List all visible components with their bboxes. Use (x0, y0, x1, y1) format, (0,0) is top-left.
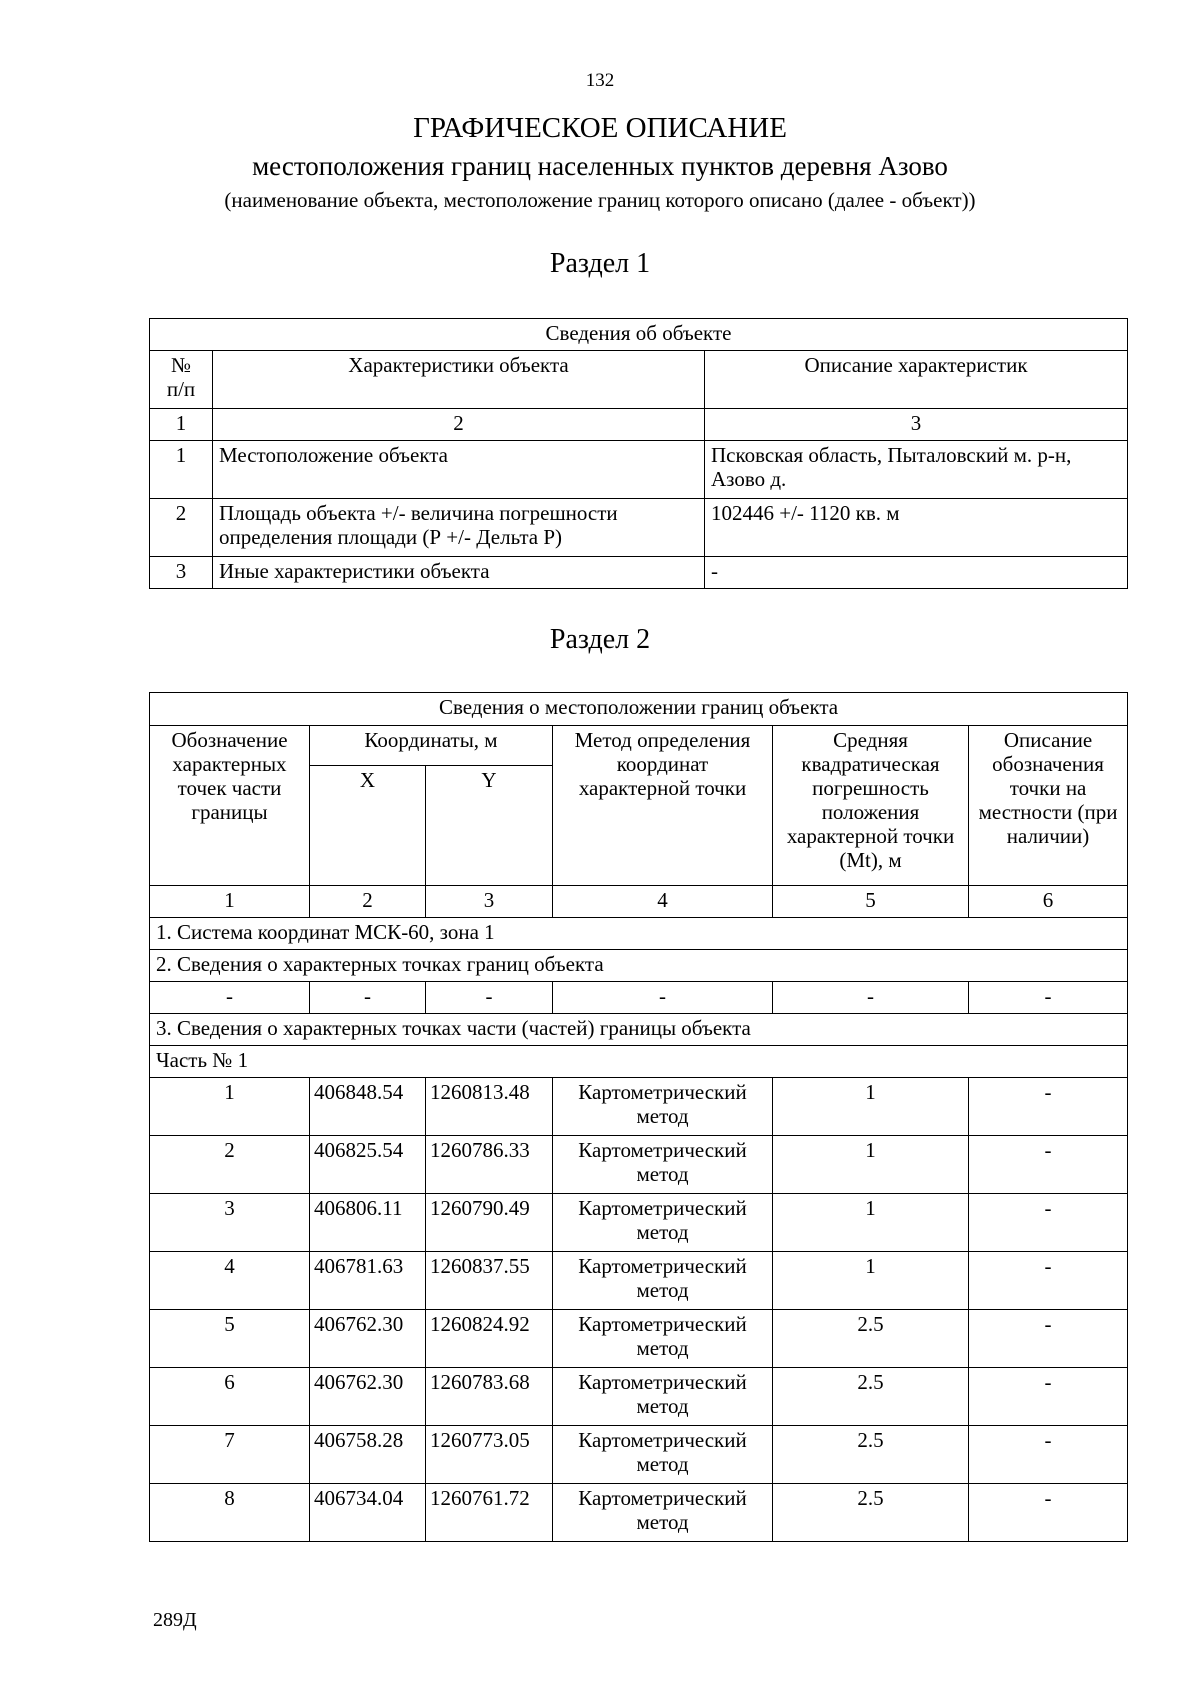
table-row (150, 1252, 1128, 1310)
point-number: 5 (150, 1310, 310, 1368)
row-number: 1 (150, 441, 213, 499)
point-error: 2.5 (773, 1310, 969, 1368)
row-characteristic: Иные характеристики объекта (213, 557, 705, 589)
empty-cell: - (553, 982, 773, 1014)
col-number: 1 (150, 409, 213, 441)
col-number: 2 (310, 886, 426, 918)
point-method: Картометрический метод (553, 1484, 773, 1542)
row-value: - (705, 557, 1128, 589)
point-y: 1260786.33 (426, 1136, 553, 1194)
boundary-location-table (149, 692, 1128, 1542)
point-x: 406758.28 (310, 1426, 426, 1484)
point-error: 2.5 (773, 1368, 969, 1426)
point-number: 4 (150, 1252, 310, 1310)
point-x: 406734.04 (310, 1484, 426, 1542)
point-number: 7 (150, 1426, 310, 1484)
object-info-table-title: Сведения об объекте (150, 319, 1128, 351)
document-subtitle: местоположения границ населенных пунктов деревня Азово (252, 151, 948, 181)
point-error: 2.5 (773, 1484, 969, 1542)
point-x: 406825.54 (310, 1136, 426, 1194)
footer-code: 289Д (153, 1609, 197, 1631)
points-list (150, 1078, 1128, 1542)
point-description: - (969, 1252, 1128, 1310)
point-method: Картометрический метод (553, 1078, 773, 1136)
coord-system-row: 1. Система координат МСК-60, зона 1 (150, 918, 1128, 950)
empty-cell: - (310, 982, 426, 1014)
point-error: 1 (773, 1078, 969, 1136)
col-header-description: Описание характеристик (705, 351, 1128, 409)
point-method: Картометрический метод (553, 1194, 773, 1252)
boundary-table-title: Сведения о местоположении границ объекта (150, 693, 1128, 726)
point-y: 1260837.55 (426, 1252, 553, 1310)
row-characteristic: Местоположение объекта (213, 441, 705, 499)
row-number: 3 (150, 557, 213, 589)
row-value: 102446 +/- 1120 кв. м (705, 499, 1128, 557)
col-number: 3 (705, 409, 1128, 441)
header-point-designation: Обозначение характерных точек части границы (150, 726, 310, 886)
table-row (150, 1426, 1128, 1484)
document-title: ГРАФИЧЕСКОЕ ОПИСАНИЕ (413, 112, 787, 144)
point-error: 1 (773, 1194, 969, 1252)
point-x: 406762.30 (310, 1310, 426, 1368)
table-row (150, 557, 1128, 589)
row-value: Псковская область, Пыталовский м. р-н, Азово д. (705, 441, 1128, 499)
point-x: 406781.63 (310, 1252, 426, 1310)
page-number: 132 (585, 70, 615, 91)
document-caption: (наименование объекта, местоположение границ которого описано (далее - объект)) (224, 188, 976, 212)
point-description: - (969, 1426, 1128, 1484)
point-description: - (969, 1078, 1128, 1136)
point-description: - (969, 1136, 1128, 1194)
section-2-title: Раздел 2 (549, 624, 651, 655)
table-row (150, 1484, 1128, 1542)
point-method: Картометрический метод (553, 1252, 773, 1310)
row-number: 2 (150, 499, 213, 557)
col-number: 3 (426, 886, 553, 918)
section-1-title: Раздел 1 (549, 248, 651, 279)
header-x: X (310, 766, 426, 886)
table-row (150, 1136, 1128, 1194)
point-method: Картометрический метод (553, 1426, 773, 1484)
point-number: 2 (150, 1136, 310, 1194)
point-method: Картометрический метод (553, 1310, 773, 1368)
point-description: - (969, 1484, 1128, 1542)
table-row (150, 1194, 1128, 1252)
point-description: - (969, 1194, 1128, 1252)
point-description: - (969, 1310, 1128, 1368)
point-y: 1260790.49 (426, 1194, 553, 1252)
part-title: Часть № 1 (150, 1046, 1128, 1078)
point-y: 1260813.48 (426, 1078, 553, 1136)
empty-cell: - (150, 982, 310, 1014)
header-method: Метод определения координат характерной точки (553, 726, 773, 886)
point-error: 1 (773, 1252, 969, 1310)
header-coordinates: Координаты, м (310, 726, 553, 766)
col-number: 1 (150, 886, 310, 918)
point-number: 6 (150, 1368, 310, 1426)
point-x: 406762.30 (310, 1368, 426, 1426)
point-method: Картометрический метод (553, 1136, 773, 1194)
col-number: 6 (969, 886, 1128, 918)
col-number: 5 (773, 886, 969, 918)
header-description: Описание обозначения точки на местности (при наличии) (969, 726, 1128, 886)
object-info-table (149, 318, 1128, 589)
point-y: 1260824.92 (426, 1310, 553, 1368)
row-characteristic: Площадь объекта +/- величина погрешности определения площади (Р +/- Дельта Р) (213, 499, 705, 557)
point-description: - (969, 1368, 1128, 1426)
table-row (150, 1368, 1128, 1426)
boundary-points-title: 2. Сведения о характерных точках границ объекта (150, 950, 1128, 982)
point-y: 1260761.72 (426, 1484, 553, 1542)
col-header-number: № п/п (150, 351, 213, 409)
empty-cell: - (969, 982, 1128, 1014)
point-error: 2.5 (773, 1426, 969, 1484)
point-x: 406848.54 (310, 1078, 426, 1136)
point-number: 8 (150, 1484, 310, 1542)
point-number: 3 (150, 1194, 310, 1252)
empty-cell: - (773, 982, 969, 1014)
point-y: 1260783.68 (426, 1368, 553, 1426)
col-number: 2 (213, 409, 705, 441)
table-row (150, 499, 1128, 557)
point-y: 1260773.05 (426, 1426, 553, 1484)
table-row (150, 1078, 1128, 1136)
part-points-title: 3. Сведения о характерных точках части (частей) границы объекта (150, 1014, 1128, 1046)
col-header-characteristics: Характеристики объекта (213, 351, 705, 409)
header-error: Средняя квадратическая погрешность положения характерной точки (Mt), м (773, 726, 969, 886)
table-row (150, 441, 1128, 499)
col-number: 4 (553, 886, 773, 918)
header-y: Y (426, 766, 553, 886)
point-method: Картометрический метод (553, 1368, 773, 1426)
table-row (150, 1310, 1128, 1368)
empty-cell: - (426, 982, 553, 1014)
point-error: 1 (773, 1136, 969, 1194)
point-number: 1 (150, 1078, 310, 1136)
point-x: 406806.11 (310, 1194, 426, 1252)
